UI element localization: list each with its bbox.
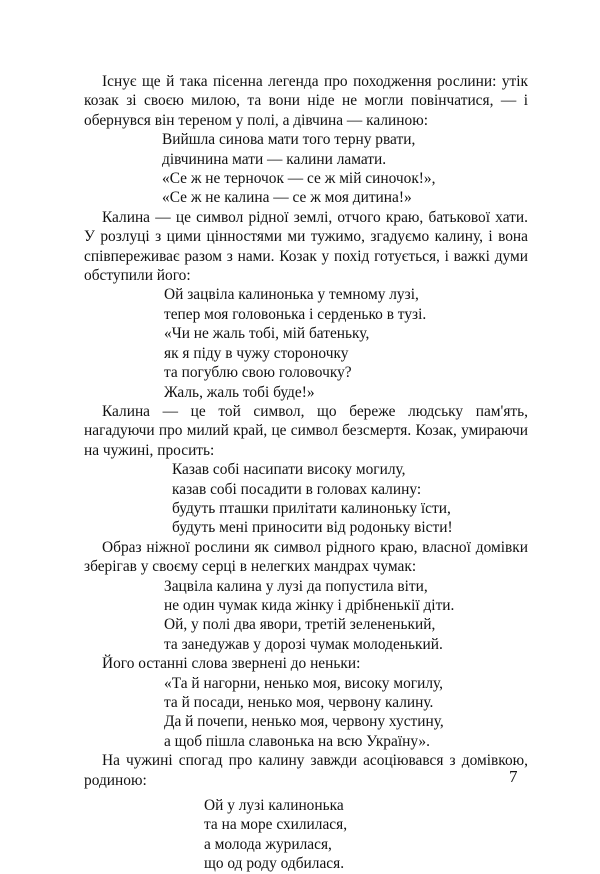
verse-line: «Чи не жаль тобі, мій батеньку,: [164, 325, 370, 343]
verse-line: дівчинина мати — калини ламати.: [162, 150, 387, 168]
paragraph-chumak: Образ ніжної рослини як символ рідного краю, власної домівки зберігав у своєму серці в нелегких мандрах чумак:: [84, 538, 528, 576]
verse-line: Ой зацвіла калинонька у темному лузі,: [164, 286, 419, 304]
page-number: 7: [509, 767, 518, 786]
verse-1: [84, 130, 528, 208]
paragraph-memory-abroad: На чужині спогад про калину завжди асоціювався з домівкою, родиною:: [84, 752, 528, 789]
verse-line: «Се ж не калина — се ж моя дитина!»: [162, 189, 412, 207]
verse-line: Ой, у полі два явори, третій зелененький,: [164, 616, 436, 634]
verse-line: Вийшла синова мати того терну рвати,: [162, 131, 416, 149]
paragraph-legend: Існує ще й така пісенна легенда про походження рослини: утік козак зі своєю милою, та вони ніде не могли повінчатися, — і обернувся він тереном у полі, а дівчина — калиною:: [84, 73, 528, 129]
verse-6: [84, 796, 528, 874]
verse-line: «Се ж не терночок — се ж мій синочок!»,: [162, 170, 436, 188]
verse-line: Да й почепи, ненько моя, червону хустину,: [164, 713, 444, 731]
verse-line: будуть мені приносити від родоньку вісти!: [172, 519, 453, 537]
paragraph-symbol-native-land: Калина — це символ рідної землі, отчого краю, батькової хати. У розлуці з цими цінностями ми тужимо, згадуємо калину, і вона співпереживає разом з нами. Козак у похід готується, і важкі думи обступили його:: [84, 208, 528, 285]
verse-3: [84, 460, 528, 538]
verse-line: будуть пташки прилітати калиноньку їсти,: [172, 499, 451, 517]
verse-4: [84, 577, 528, 655]
verse-line: Жаль, жаль тобі буде!»: [164, 383, 315, 401]
verse-line: казав собі посадити в головах калину:: [172, 480, 422, 498]
verse-line: та погублю свою головочку?: [164, 364, 352, 382]
verse-line: та й посади, ненько моя, червону калину.: [164, 694, 434, 711]
verse-line: тепер моя головонька і серденько в тузі.: [164, 305, 427, 323]
paragraph-symbol-memory: Калина — це той символ, що береже людську пам'ять, нагадуючи про милий край, це символ безсмертя. Козак, умираючи на чужині, просить:: [84, 402, 528, 459]
verse-line: не один чумак кида жінку і дрібненькії діти.: [164, 596, 455, 614]
verse-2: [84, 285, 528, 401]
verse-line: «Та й нагорни, ненько моя, високу могилу,: [164, 674, 444, 692]
verse-line: Казав собі насипати високу могилу,: [172, 461, 406, 479]
verse-line: Зацвіла калина у лузі да попустила віти,: [164, 577, 428, 595]
paragraph-last-words: Його останні слова звернені до неньки:: [102, 655, 361, 673]
verse-line: а молода журилася,: [204, 835, 332, 853]
verse-5: [84, 674, 528, 752]
verse-line: Ой у лузі калинонька: [204, 797, 344, 815]
verse-line: що од роду одбилася.: [204, 855, 345, 873]
verse-line: як я піду в чужу стороночку: [164, 344, 349, 362]
verse-line: а щоб пішла славонька на всю Україну».: [164, 732, 430, 750]
verse-line: та занедужав у дорозі чумак молоденький.: [164, 635, 443, 653]
verse-line: та на море схилилася,: [204, 816, 348, 834]
page-text: [84, 72, 528, 874]
